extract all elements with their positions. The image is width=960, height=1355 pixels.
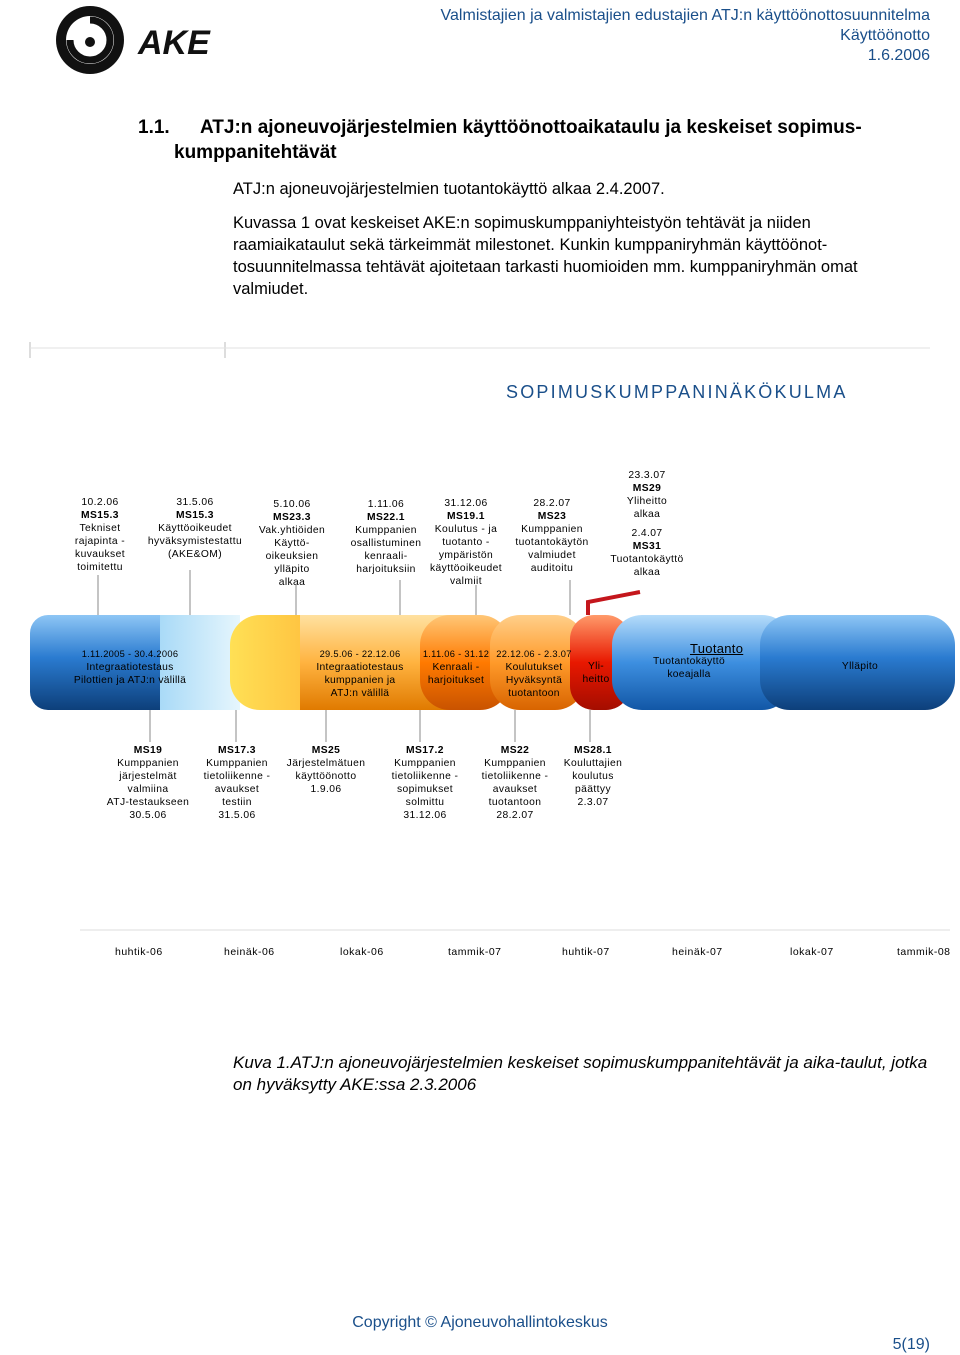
top-milestone: 31.12.06 MS19.1 Koulutus - ja tuotanto - ympäristön käyttöoikeudet valmiit [429, 498, 502, 587]
month-label: heinäk-06 [224, 946, 275, 958]
month-label: tammik-08 [897, 946, 951, 958]
top-milestone: 23.3.07 MS29 Yliheitto alkaa 2.4.07 MS31 Tuotantokäyttö alkaa [610, 470, 684, 578]
month-label: tammik-07 [448, 946, 502, 958]
copyright-notice: Copyright © Ajoneuvohallintokeskus [352, 1314, 608, 1331]
section-title-line2: kumppanitehtävät [174, 142, 337, 163]
segment-label: Ylläpito [841, 661, 879, 672]
section-number: 1.1. [138, 117, 170, 138]
doc-date: 1.6.2006 [867, 47, 930, 64]
bottom-milestone: MS28.1 Kouluttajien koulutus päättyy 2.3.07 [563, 745, 623, 808]
doc-subtitle: Käyttöönotto [840, 27, 930, 44]
svg-text:AKE: AKE [138, 24, 210, 62]
figure-title: SOPIMUSKUMPPANINÄKÖKULMA [506, 382, 848, 402]
segment-label: Yli- heitto [582, 661, 610, 685]
top-milestone: 5.10.06 MS23.3 Vak.yhtiöiden Käyttö- oikeuksien ylläpito alkaa [258, 499, 326, 588]
ake-logo [52, 2, 252, 80]
bottom-milestone: MS19 Kumppanien järjestelmät valmiina ATJ-testaukseen 30.5.06 [106, 745, 190, 821]
doc-title: Valmistajien ja valmistajien edustajien ATJ:n käyttöönottosuunnitelma [440, 7, 930, 24]
page-number: 5(19) [892, 1336, 930, 1353]
bottom-milestone: MS22 Kumppanien tietoliikenne - avaukset tuotantoon 28.2.07 [481, 745, 549, 821]
month-label: huhtik-07 [562, 946, 610, 958]
month-label: heinäk-07 [672, 946, 723, 958]
top-milestone: 1.11.06 MS22.1 Kumppanien osallistuminen kenraali- harjoituksiin [350, 499, 422, 575]
top-milestone: 31.5.06 MS15.3 Käyttöoikeudet hyväksymistestattu (AKE&OM) [147, 497, 243, 560]
bottom-milestone: MS17.2 Kumppanien tietoliikenne - sopimukset solmittu 31.12.06 [391, 745, 459, 821]
paragraph-2: Kuvassa 1 ovat keskeiset AKE:n sopimuskumppaniyhteistyön tehtävät ja niiden raamiaikataulut sekä tärkeimmät milestonet. Kunkin kumppaniryhmän käyttöönot-tosuunnitelmassa tehtävät ajoitetaan tarkasti huomioiden mm. kumppaniryhmän omat valmiudet. [233, 214, 858, 298]
top-milestone: 10.2.06 MS15.3 Tekniset rajapinta - kuvaukset toimitettu [74, 497, 126, 573]
bottom-milestone: MS17.3 Kumppanien tietoliikenne - avaukset testiin 31.5.06 [203, 745, 271, 821]
month-label: lokak-07 [790, 946, 834, 958]
month-label: lokak-06 [340, 946, 384, 958]
bottom-milestone: MS25 Järjestelmätuen käyttöönotto 1.9.06 [286, 745, 366, 795]
month-label: huhtik-06 [115, 946, 163, 958]
top-milestone: 28.2.07 MS23 Kumppanien tuotantokäytön valmiudet auditoitu [515, 498, 589, 574]
segment-label: 1.11.06 - 31.12 Kenraali - harjoitukset [422, 649, 490, 686]
figure-caption: Kuva 1.ATJ:n ajoneuvojärjestelmien keskeiset sopimuskumppanitehtävät ja aika-taulut, jotka on hyväksytty AKE:ssa 2.3.2006 [233, 1053, 928, 1094]
segment-label: 22.12.06 - 2.3.07 Koulutukset Hyväksyntä tuotantoon [496, 649, 572, 699]
paragraph-1: ATJ:n ajoneuvojärjestelmien tuotantokäyttö alkaa 2.4.2007. [233, 180, 665, 198]
section-title-line1: ATJ:n ajoneuvojärjestelmien käyttöönottoaikataulu ja keskeiset sopimus- [200, 117, 862, 138]
segment-label: 1.11.2005 - 30.4.2006 Integraatiotestaus Pilottien ja ATJ:n välillä [73, 649, 187, 686]
segment-label: Tuotanto Tuotantokäyttö koeajalla [653, 641, 744, 680]
ake-logo-icon [52, 2, 252, 80]
segment-label: 29.5.06 - 22.12.06 Integraatiotestaus kumppanien ja ATJ:n välillä [316, 649, 404, 699]
